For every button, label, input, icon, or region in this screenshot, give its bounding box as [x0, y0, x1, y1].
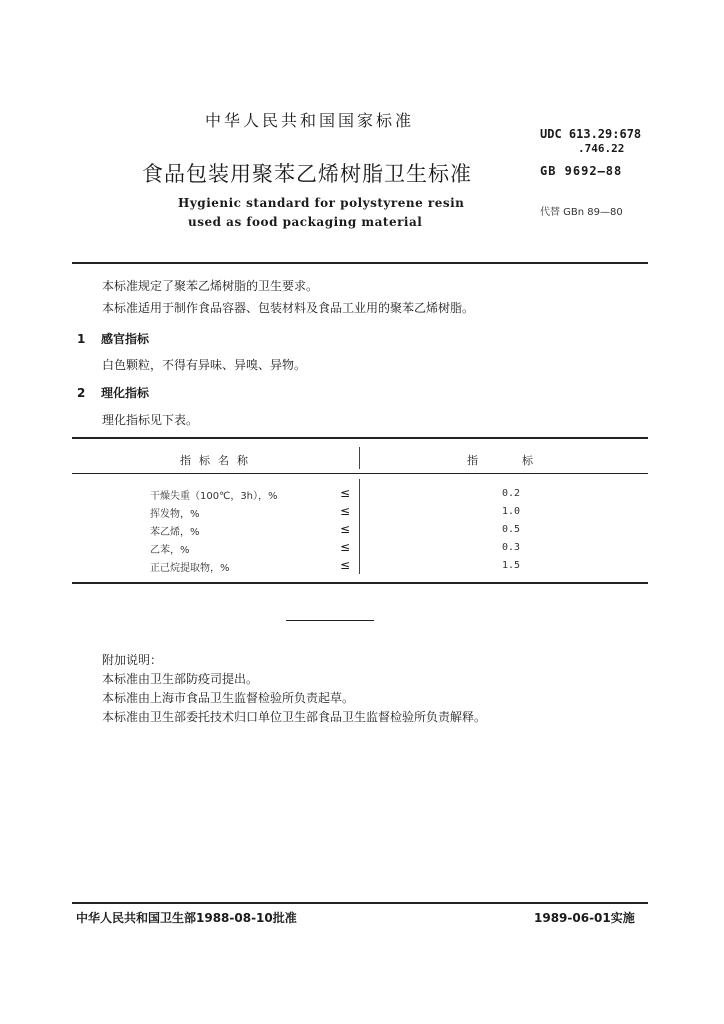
section-1-text: 白色颗粒，不得有异味、异嗅、异物。	[102, 358, 307, 372]
table-cell-operator: ≤	[340, 486, 351, 500]
header-divider	[72, 262, 648, 264]
table-cell-name: 挥发物，%	[150, 509, 200, 520]
section-2-title: 理化指标	[101, 386, 150, 400]
table-body-divider	[359, 479, 360, 574]
notes-line-2: 本标准由上海市食品卫生监督检验所负责起草。	[102, 691, 355, 705]
notes-line-1: 本标准由卫生部防疫司提出。	[102, 672, 259, 686]
table-cell-value: 1.5	[502, 560, 521, 571]
udc-code-continuation: .746.22	[578, 142, 625, 155]
document-title-en-line2: used as food packaging material	[188, 215, 423, 229]
intro-paragraph-2: 本标准适用于制作食品容器、包装材料及食品工业用的聚苯乙烯树脂。	[102, 301, 475, 315]
section-1-number: 1	[77, 332, 86, 346]
document-title-cn: 食品包装用聚苯乙烯树脂卫生标准	[142, 162, 472, 186]
table-bottom-border	[72, 582, 648, 584]
approval-statement: 中华人民共和国卫生部1988-08-10批准	[76, 911, 297, 925]
table-cell-name: 干燥失重（100℃，3h），%	[150, 491, 278, 502]
gb-standard-number: GB 9692—88	[540, 164, 623, 178]
table-cell-name: 乙苯，%	[150, 545, 190, 556]
intro-paragraph-1: 本标准规定了聚苯乙烯树脂的卫生要求。	[102, 279, 319, 293]
section-2-text: 理化指标见下表。	[102, 413, 199, 427]
table-cell-operator: ≤	[340, 522, 351, 536]
table-header-value: 指标	[467, 454, 577, 467]
document-title-en-line1: Hygienic standard for polystyrene resin	[178, 196, 465, 210]
table-cell-operator: ≤	[340, 504, 351, 518]
section-2-heading	[77, 384, 149, 401]
replaces-standard: 代替 GBn 89—80	[540, 207, 623, 218]
national-standard-heading: 中华人民共和国国家标准	[205, 111, 415, 130]
table-cell-operator: ≤	[340, 540, 351, 554]
udc-code: UDC 613.29:678	[540, 127, 642, 141]
table-cell-value: 1.0	[502, 506, 521, 517]
notes-title: 附加说明：	[102, 653, 163, 667]
section-1-heading	[77, 330, 149, 347]
table-header-divider	[359, 447, 360, 469]
end-separator	[286, 620, 374, 621]
table-header-border	[72, 473, 648, 474]
table-cell-operator: ≤	[340, 558, 351, 572]
notes-line-3: 本标准由卫生部委托技术归口单位卫生部食品卫生监督检验所负责解释。	[102, 710, 487, 724]
table-cell-value: 0.2	[502, 488, 521, 499]
table-cell-name: 苯乙烯，%	[150, 527, 200, 538]
table-cell-name: 正己烷提取物，%	[150, 563, 230, 574]
section-2-number: 2	[77, 386, 86, 400]
table-cell-value: 0.5	[502, 524, 521, 535]
implementation-date: 1989-06-01实施	[534, 911, 635, 925]
section-1-title: 感官指标	[101, 332, 150, 346]
footer-divider	[72, 902, 648, 904]
table-top-border	[72, 437, 648, 439]
table-cell-value: 0.3	[502, 542, 521, 553]
table-header-name: 指标名称	[180, 454, 256, 467]
